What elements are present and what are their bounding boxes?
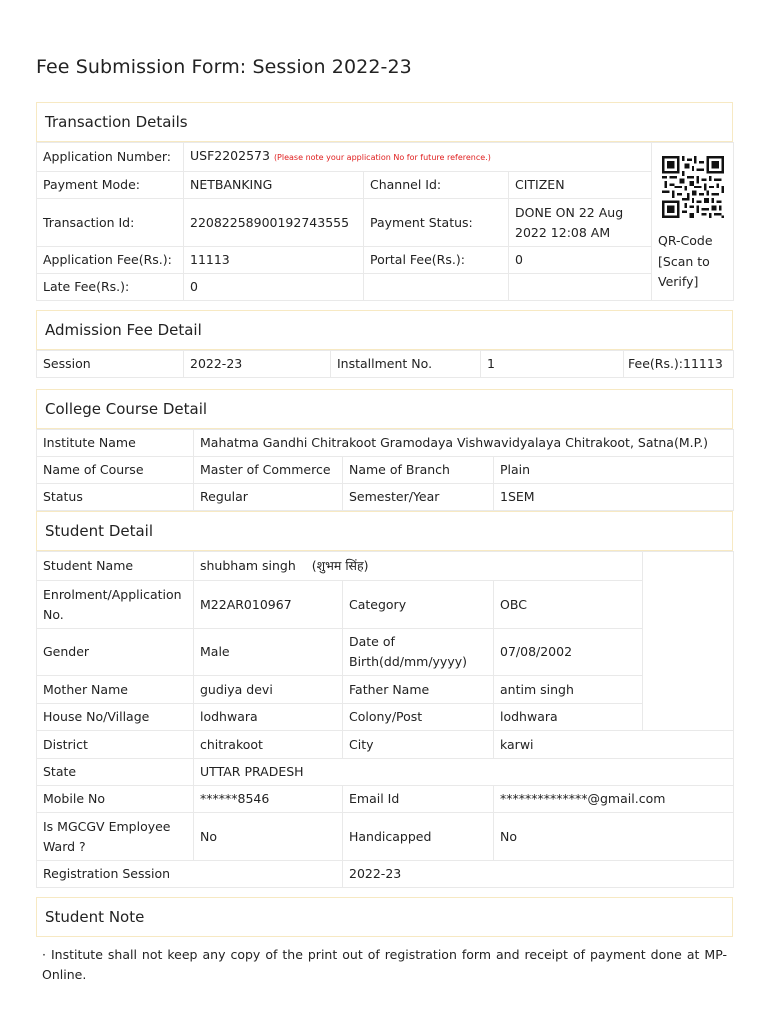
reg-session-label: Registration Session (37, 861, 343, 888)
student-name-value: shubham singh (200, 558, 296, 573)
handicapped-value: No (494, 813, 734, 861)
category-label: Category (343, 581, 494, 629)
note-section (36, 897, 733, 993)
installment-value: 1 (481, 351, 624, 378)
semester-label: Semester/Year (343, 484, 494, 511)
fee-value: Fee(Rs.):11113 (624, 351, 734, 378)
txn-id-value: 22082258900192743555 (184, 199, 364, 247)
course-label: Name of Course (37, 457, 194, 484)
admission-section (36, 310, 733, 378)
mobile-label: Mobile No (37, 786, 194, 813)
dob-label: Date of Birth(dd/mm/yyyy) (343, 629, 494, 676)
employee-ward-label: Is MGCGV Employee Ward ? (37, 813, 194, 861)
note-heading: Student Note (36, 897, 733, 937)
app-no-label: Application Number: (37, 143, 184, 172)
father-value: antim singh (494, 676, 643, 704)
app-fee-label: Application Fee(Rs.): (37, 247, 184, 274)
page-title: Fee Submission Form: Session 2022-23 (36, 56, 412, 78)
semester-value: 1SEM (494, 484, 734, 511)
portal-fee-value: 0 (509, 247, 652, 274)
channel-label: Channel Id: (364, 172, 509, 199)
payment-mode-value: NETBANKING (184, 172, 364, 199)
colony-label: Colony/Post (343, 704, 494, 731)
app-no-value: USF2202573 (190, 148, 270, 163)
payment-mode-label: Payment Mode: (37, 172, 184, 199)
course-heading: College Course Detail (36, 389, 733, 429)
payment-status-value: DONE ON 22 Aug 2022 12:08 AM (509, 199, 652, 247)
admission-table (36, 350, 734, 378)
note-text: · Institute shall not keep any copy of the print out of registration form and receipt of payment done at MP-Online. (42, 947, 727, 982)
qr-cell (652, 143, 734, 301)
status-value: Regular (194, 484, 343, 511)
photo-cell (643, 552, 734, 731)
admission-heading: Admission Fee Detail (36, 310, 733, 350)
email-value: **************@gmail.com (494, 786, 734, 813)
app-fee-value: 11113 (184, 247, 364, 274)
student-name-label: Student Name (37, 552, 194, 581)
course-section (36, 389, 733, 511)
student-section (36, 511, 733, 888)
handicapped-label: Handicapped (343, 813, 494, 861)
reg-session-value: 2022-23 (343, 861, 734, 888)
district-value: chitrakoot (194, 731, 343, 759)
mother-label: Mother Name (37, 676, 194, 704)
city-value: karwi (494, 731, 734, 759)
institute-value: Mahatma Gandhi Chitrakoot Gramodaya Vishwavidyalaya Chitrakoot, Satna(M.P.) (194, 430, 734, 457)
state-label: State (37, 759, 194, 786)
payment-status-label: Payment Status: (364, 199, 509, 247)
state-value: UTTAR PRADESH (194, 759, 734, 786)
category-value: OBC (494, 581, 643, 629)
transaction-table (36, 142, 734, 301)
course-value: Master of Commerce (194, 457, 343, 484)
city-label: City (343, 731, 494, 759)
gender-label: Gender (37, 629, 194, 676)
late-fee-label: Late Fee(Rs.): (37, 274, 184, 301)
app-no-cell (184, 143, 652, 172)
student-table (36, 551, 734, 888)
session-label: Session (37, 351, 184, 378)
mobile-value: ******8546 (194, 786, 343, 813)
app-no-note: (Please note your application No for future reference.) (273, 153, 491, 162)
employee-ward-value: No (194, 813, 343, 861)
gender-value: Male (194, 629, 343, 676)
house-value: lodhwara (194, 704, 343, 731)
installment-label: Installment No. (331, 351, 481, 378)
qr-caption: QR-Code [Scan to Verify] (658, 233, 713, 289)
student-name-hindi: (शुभम सिंह) (311, 558, 369, 573)
colony-value: lodhwara (494, 704, 643, 731)
institute-label: Institute Name (37, 430, 194, 457)
dob-value: 07/08/2002 (494, 629, 643, 676)
status-label: Status (37, 484, 194, 511)
mother-value: gudiya devi (194, 676, 343, 704)
empty-cell (509, 274, 652, 301)
txn-id-label: Transaction Id: (37, 199, 184, 247)
student-heading: Student Detail (36, 511, 733, 551)
branch-value: Plain (494, 457, 734, 484)
qr-code-icon (662, 149, 724, 225)
portal-fee-label: Portal Fee(Rs.): (364, 247, 509, 274)
district-label: District (37, 731, 194, 759)
email-label: Email Id (343, 786, 494, 813)
student-name-cell (194, 552, 643, 581)
empty-cell (364, 274, 509, 301)
branch-label: Name of Branch (343, 457, 494, 484)
transaction-section (36, 102, 733, 301)
session-value: 2022-23 (184, 351, 331, 378)
house-label: House No/Village (37, 704, 194, 731)
channel-value: CITIZEN (509, 172, 652, 199)
transaction-heading: Transaction Details (36, 102, 733, 142)
enrol-value: M22AR010967 (194, 581, 343, 629)
father-label: Father Name (343, 676, 494, 704)
course-table (36, 429, 734, 511)
enrol-label: Enrolment/Application No. (37, 581, 194, 629)
late-fee-value: 0 (184, 274, 364, 301)
